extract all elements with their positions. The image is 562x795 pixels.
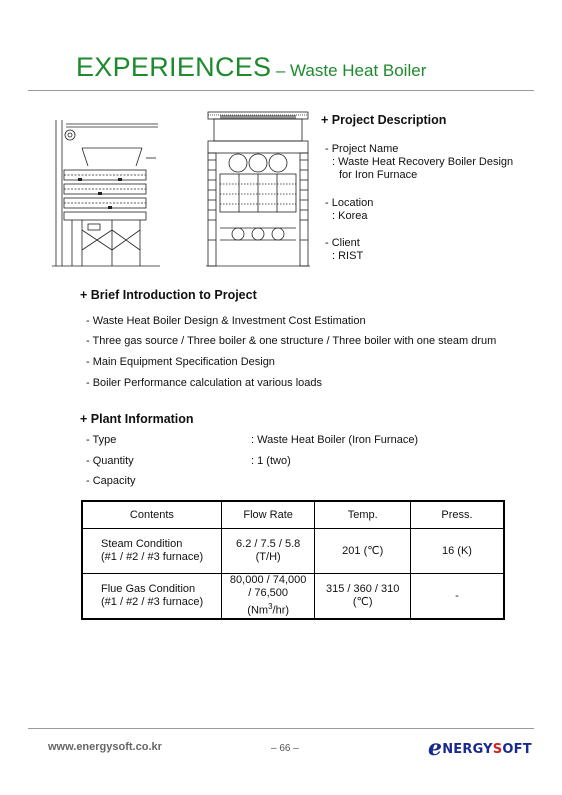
column-header-contents: Contents [82, 501, 221, 529]
client-value: : RIST [332, 250, 364, 262]
capacity-label: - Capacity [86, 475, 136, 487]
energysoft-logo [428, 735, 532, 761]
brief-intro-item: - Boiler Performance calculation at various loads [86, 377, 323, 389]
cell-contents [82, 574, 221, 620]
boiler-side-elevation-drawing [52, 118, 162, 268]
logo-text-s: S [492, 742, 503, 757]
quantity-value: : 1 (two) [251, 455, 291, 467]
logo-text-part2: OFT [502, 742, 532, 757]
brief-intro-heading: + Brief Introduction to Project [80, 288, 257, 302]
steam-condition-furnaces: (#1 / #2 / #3 furnace) [101, 551, 204, 563]
project-name-line1: : Waste Heat Recovery Boiler Design [332, 156, 514, 168]
cell-temp [315, 574, 410, 620]
logo-e: e [428, 735, 443, 761]
unit-prefix: (Nm [247, 604, 269, 617]
table-row [82, 574, 504, 620]
logo-text [442, 742, 532, 757]
page-title-main: EXPERIENCES [76, 52, 272, 82]
cell-press: - [410, 574, 504, 620]
location-label: - Location [325, 197, 374, 209]
unit-suffix: /hr) [272, 604, 290, 617]
capacity-table [81, 500, 505, 620]
location-value: : Korea [332, 210, 368, 222]
page-number: – 66 – [271, 743, 299, 754]
cell-press: 16 (K) [410, 529, 504, 574]
column-header-press: Press. [410, 501, 504, 529]
steam-flow-values: 6.2 / 7.5 / 5.8 [236, 538, 301, 550]
steam-flow-unit: (T/H) [255, 551, 281, 563]
column-header-flow-rate: Flow Rate [221, 501, 315, 529]
column-header-temp: Temp. [315, 501, 410, 529]
header-divider [28, 90, 534, 91]
flue-gas-condition-label: Flue Gas Condition [101, 583, 196, 595]
cell-contents [82, 529, 221, 574]
quantity-label: - Quantity [86, 455, 134, 467]
brief-intro-item: - Main Equipment Specification Design [86, 356, 275, 368]
project-description-heading: + Project Description [321, 113, 447, 127]
type-value: : Waste Heat Boiler (Iron Furnace) [251, 434, 419, 446]
flue-gas-flow-values: 80,000 / 74,000 [229, 574, 307, 587]
flue-gas-flow-values-cont: / 76,500 [248, 587, 289, 600]
logo-text-part1: NERGY [442, 742, 493, 757]
footer-divider [28, 728, 534, 729]
flue-gas-temp-unit: (℃) [352, 596, 373, 608]
footer-website-link[interactable]: www.energysoft.co.kr [48, 741, 162, 753]
page-title [76, 52, 426, 83]
type-label: - Type [86, 434, 117, 446]
cell-flow-rate [221, 529, 315, 574]
cell-flow-rate [221, 574, 315, 620]
flue-gas-flow-unit [226, 600, 311, 618]
project-name-line2: for Iron Furnace [339, 169, 418, 181]
plant-info-heading: + Plant Information [80, 412, 194, 426]
brief-intro-item: - Waste Heat Boiler Design & Investment Cost Estimation [86, 315, 366, 327]
flue-gas-temp-values: 315 / 360 / 310 [326, 583, 400, 595]
table-row [82, 529, 504, 574]
table-header-row [82, 501, 504, 529]
brief-intro-item: - Three gas source / Three boiler & one structure / Three boiler with one steam drum [86, 335, 497, 347]
cell-temp: 201 (℃) [315, 529, 410, 574]
unit-superscript: 3 [268, 602, 273, 612]
flue-gas-condition-furnaces: (#1 / #2 / #3 furnace) [101, 596, 204, 608]
boiler-front-elevation-drawing [206, 110, 310, 268]
project-name-label: - Project Name [325, 143, 399, 155]
client-label: - Client [325, 237, 360, 249]
steam-condition-label: Steam Condition [101, 538, 183, 550]
page-title-sub: – Waste Heat Boiler [275, 61, 427, 80]
